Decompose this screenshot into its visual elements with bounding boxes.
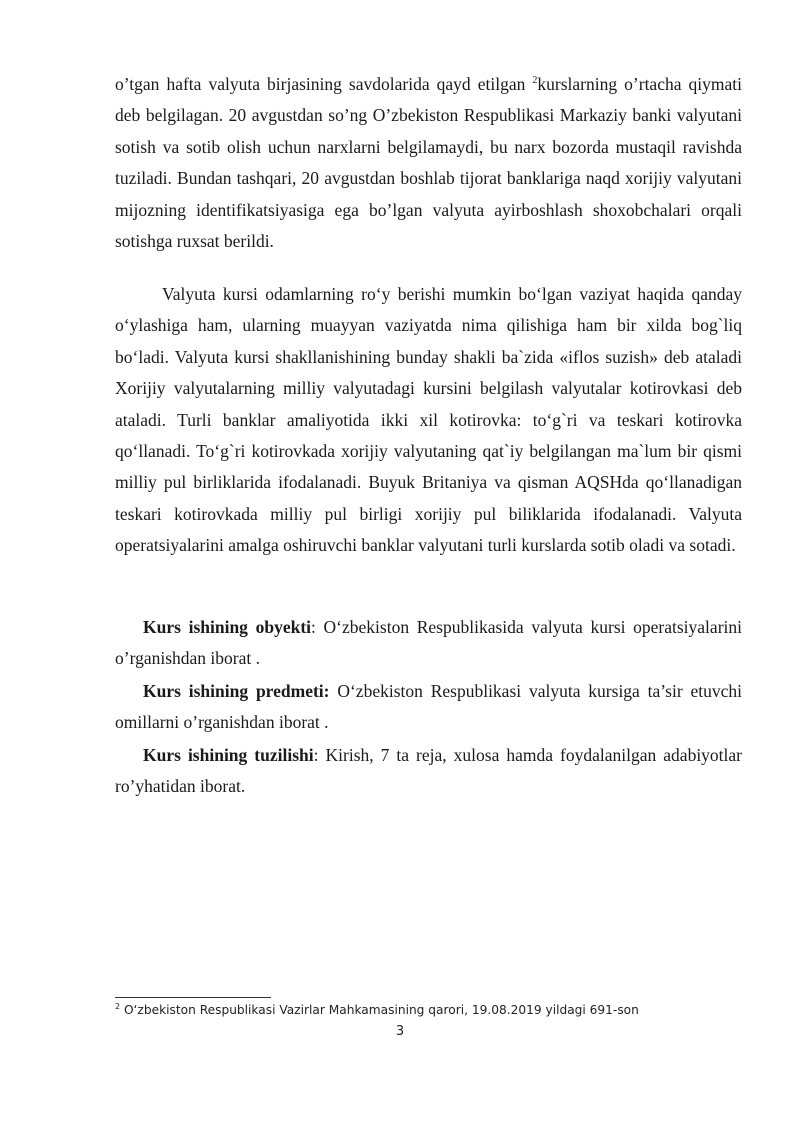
paragraph-exchange-rate-quotation: Valyuta kursi odamlarning ro‘y berishi mumkin bo‘lgan vaziyat haqida qanday o‘ylashiga ham, ularning muayyan vaziyatda nima qilishiga ham bir xilda bog`liq bo‘ladi. Valyuta kursi shakllanishining bunday shakli ba`zida «iflos suzish» deb ataladi Xorijiy valyutalarning milliy valyutadagi kursini belgilash valyutalar kotirovkasi deb ataladi. Turli banklar amaliyotida ikki xil kotirovka: to‘g`ri va teskari kotirovka qo‘llanadi. To‘g`ri kotirovkada xorijiy valyutaning qat`iy belgilangan ma`lum bir qismi milliy pul birliklarida ifodalanadi. Buyuk Britaniya va qisman AQSHda qo‘llanadigan teskari kotirovkada milliy pul birligi xorijiy pul biliklarida ifodalanadi. Valyuta operatsiyalarini amalga oshiruvchi banklar valyutani turli kurslarda sotib oladi va sotadi. [115,284,742,556]
footnote-reference[interactable]: 2 [532,75,538,87]
paragraph-exchange-rate-setting [115,69,742,257]
course-object-text: : O‘zbekiston Respublikasida valyuta kursi operatsiyalarini o’rganishdan iborat . [115,617,742,669]
course-object-label: Kurs ishining obyekti [143,617,312,637]
footnote-separator [115,997,271,998]
paragraph-course-structure [115,740,742,803]
paragraph1-text-end: kurslarning o’rtacha qiymati deb belgilagan. 20 avgustdan so’ng O’zbekiston Respublikasi Markaziy banki valyutani sotish va sotib olish uchun narxlarni belgilamaydi, bu narx bozorda mustaqil ravishda tuziladi. Bundan tashqari, 20 avgustdan boshlab tijorat banklariga naqd xorijiy valyutani mijozning identifikatsiyasiga ega bo’lgan valyuta ayirboshlash shoxobchalari orqali sotishga ruxsat berildi. [115,74,743,252]
page-number: 3 [395,1024,405,1039]
course-subject-text: O‘zbekiston Respublikasi valyuta kursiga ta’sir etuvchi omillarni o’rganishdan iborat . [115,681,742,733]
paragraph1-text-start: o’tgan hafta valyuta birjasining savdolarida qayd etilgan [115,74,533,94]
footnote-number: 2 [115,1001,121,1011]
paragraph-course-subject [115,676,742,739]
footnote [115,1003,755,1017]
course-structure-text: : Kirish, 7 ta reja, xulosa hamda foydalanilgan adabiyotlar ro’yhatidan iborat. [115,745,742,797]
course-subject-label: Kurs ishining predmeti: [143,681,330,701]
course-structure-label: Kurs ishining tuzilishi [143,745,314,765]
paragraph-course-object [115,612,742,675]
footnote-text: O‘zbekiston Respublikasi Vazirlar Mahkamasining qarori, 19.08.2019 yildagi 691-son [120,1003,639,1017]
